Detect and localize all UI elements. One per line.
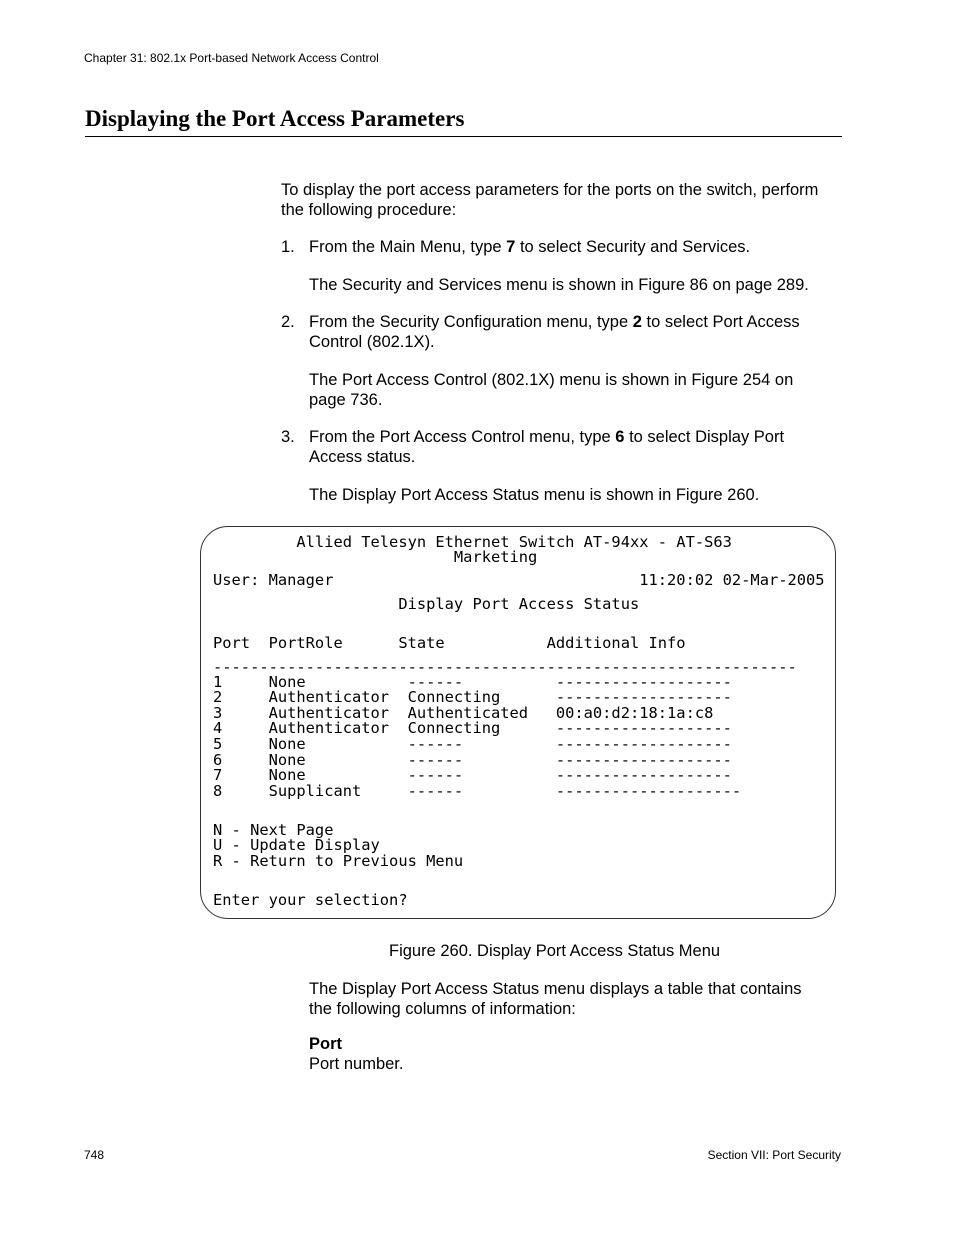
step-1-text: From the Main Menu, type 7 to select Security and Services. [309,238,751,256]
screen-line: 6 None ------ ------------------- [213,751,732,769]
screen-line: Allied Telesyn Ethernet Switch AT-94xx - AT-S63 [213,533,732,551]
step-2-text-line-2: Control (802.1X). [309,333,435,351]
screen-line: User: Manager 11:20:02 02-Mar-2005 [213,571,825,589]
page-number: 748 [84,1148,105,1162]
definition-term: Port [309,1035,342,1053]
step-3-key: 6 [615,428,625,446]
figure-caption: Figure 260. Display Port Access Status Menu [389,942,721,960]
screen-line: 8 Supplicant ------ -------------------- [213,782,742,800]
screen-line: N - Next Page [213,821,334,839]
step-1-number: 1. [281,238,295,256]
after-line-1: The Display Port Access Status menu displays a table that contains [309,980,802,998]
step-3-text: From the Port Access Control menu, type 6 to select Display Port [309,428,785,446]
definition-text: Port number. [309,1055,404,1073]
step-2-note-line-1: The Port Access Control (802.1X) menu is shown in Figure 254 on [309,371,794,389]
step-1-note: The Security and Services menu is shown in Figure 86 on page 289. [309,276,809,294]
screen-line: U - Update Display [213,836,380,854]
screen-line: 2 Authenticator Connecting ------------------- [213,688,732,706]
step-3-note: The Display Port Access Status menu is shown in Figure 260. [309,486,760,504]
screen-line: --------------------------------------------------------------- [213,658,797,676]
screen-line: Display Port Access Status [213,595,640,613]
intro-line-1: To display the port access parameters for the ports on the switch, perform [281,181,819,199]
screen-line: 4 Authenticator Connecting ------------------- [213,719,732,737]
screen-line: Port PortRole State Additional Info [213,634,686,652]
after-line-2: the following columns of information: [309,1000,576,1018]
section-footer: Section VII: Port Security [707,1148,841,1162]
intro-line-2: the following procedure: [281,201,457,219]
terminal-screen-figure [200,526,836,919]
screen-line: 3 Authenticator Authenticated 00:a0:d2:18:1a:c8 [213,704,714,722]
step-2-key: 2 [632,313,642,331]
screen-line: R - Return to Previous Menu [213,852,464,870]
step-3-number: 3. [281,428,295,446]
page-title: Displaying the Port Access Parameters [85,106,842,137]
screen-line: 7 None ------ ------------------- [213,766,732,784]
step-3-text-line-2: Access status. [309,448,416,466]
screen-line: Enter your selection? [213,891,408,909]
step-2-note-line-2: page 736. [309,391,383,409]
running-header: Chapter 31: 802.1x Port-based Network Access Control [84,51,379,65]
step-2-text: From the Security Configuration menu, type 2 to select Port Access [309,313,800,331]
step-1-key: 7 [506,238,516,256]
screen-line: 5 None ------ ------------------- [213,735,732,753]
screen-line: Marketing [213,548,538,566]
step-2-number: 2. [281,313,295,331]
screen-line: 1 None ------ ------------------- [213,673,732,691]
